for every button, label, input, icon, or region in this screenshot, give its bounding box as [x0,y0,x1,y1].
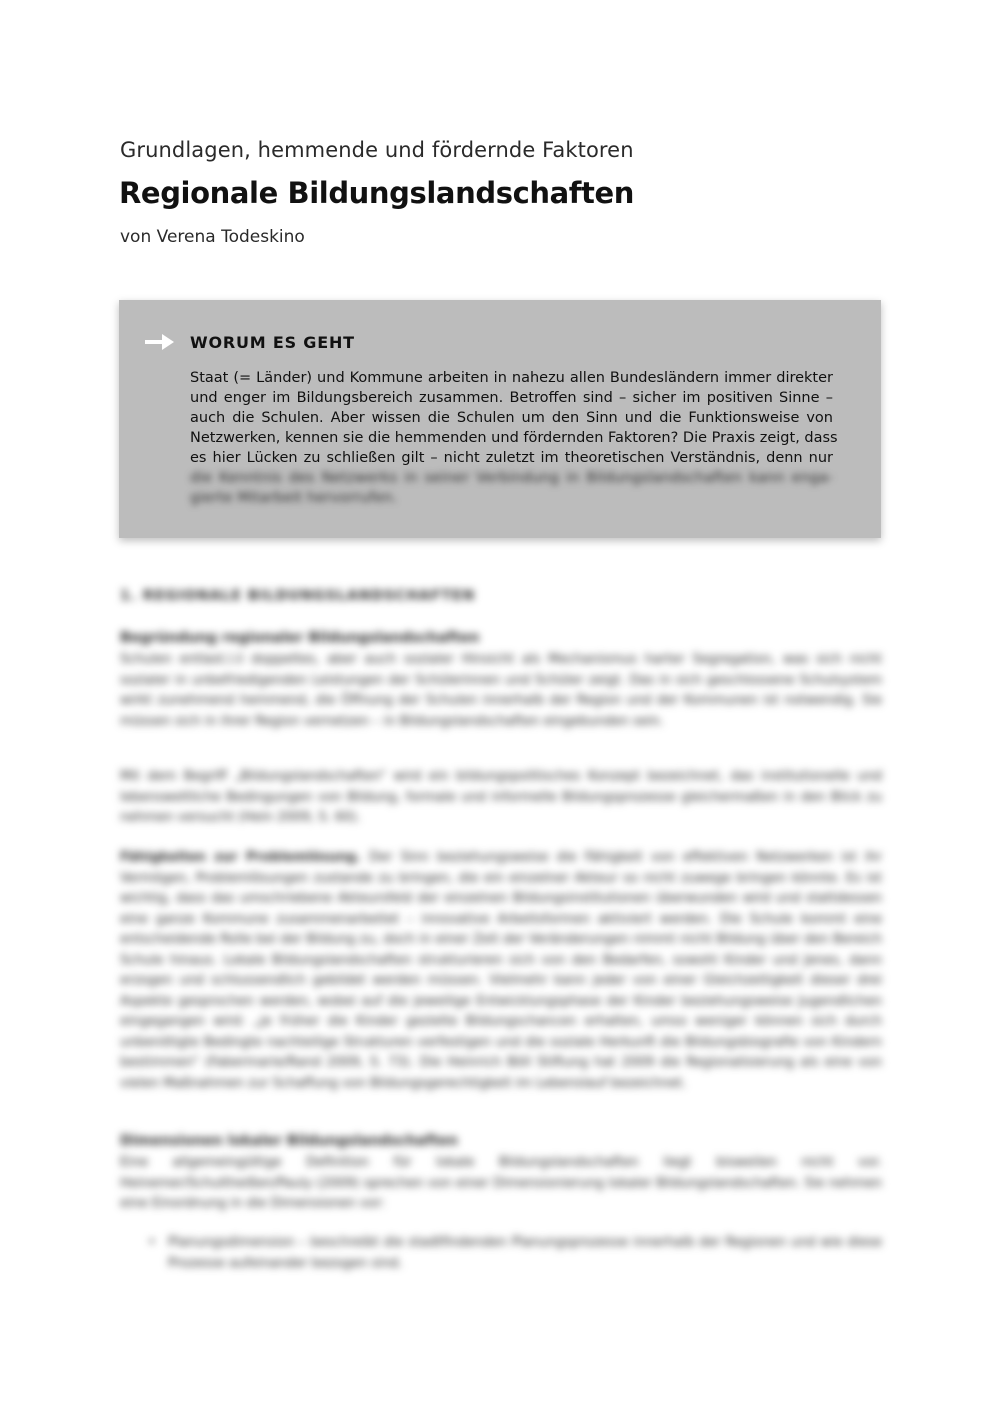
summary-line: und enger im Bildungsbereich zusammen. Betroffen sind – sicher im positiven Sinne – [190,390,833,406]
summary-heading: WORUM ES GEHT [190,333,355,352]
summary-line: Netzwerken, kennen sie die hemmenden und fördernden Faktoren? Die Praxis zeigt, dass [190,430,838,446]
summary-text [190,368,838,508]
summary-line-blurred: gierte Mitarbeit hervorrufen. [190,490,398,506]
summary-line: auch die Schulen. Aber wissen die Schulen um den Sinn und die Funktionsweise von [190,410,833,426]
bullet-list [148,1233,882,1274]
paragraph: Eine allgemeingültige Definition für lokale Bildungslandschaften liegt bisweilen nicht vor. Heinemer/Schultheißen/Pauly (2009) sprechen von einer Dimensionierung lokaler Bildungslandschaften. Sie nehmen eine Einordnung in die Dimensionen vor: [120,1155,882,1211]
arrow-right-icon [145,332,175,352]
summary-line: es hier Lücken zu schließen gilt – nicht zuletzt im theoretischen Verständnis, denn nur [190,450,833,466]
subheading-begruendung: Begründung regionaler Bildungslandschaften [120,630,480,646]
summary-line: Staat (= Länder) und Kommune arbeiten in nahezu allen Bundesländern immer direkter [190,370,833,386]
paragraph-body: Der Sinn beziehungsweise die Fähigkeit von effektiven Netzwerken ist ihr Vermögen, Problemlösungen zustande zu bringen, die ein einzelner Akteur so nicht zuwege bringen könnte. Es ist wichtig, dass das umschriebene Akteursfeld der einzelnen Bildungsinstitutionen überwunden wird und stattdessen eine ganze Kommune zusammenarbeitet – innovative Arbeitsformen aktiviert werden. Die Schule kommt eine entscheidende Rolle bei der Bildung zu, doch in einer Zeit der Veränderungen nimmt nicht Bildung über den Bereich Schule hinaus. Lokale Bildungslandschaften strukturieren sich von den Bedarfen, sowohl Kinder und Jenes, dann erzogen und schlussendlich gebildet werden müssen. Vielmehr kann jeder von einer Gleichzeitigkeit dieser drei Aspekte gesprochen werden, wobei auf die jeweilige Entwicklungsphase der Kinder beziehungsweise Jugendlichen eingegangen wird: „je früher die Kinder gezielte Bildungschancen erhalten, umso weniger können sich durch unbenötigte Bedingte nachteilige Strukturen verfestigen und die soziale Herkunft die Bildungsbiografie von Kindern bestimmen“ (Fabermarie/Rand 2009, S. 73). Die Heinrich Böll Stiftung hat 2009 die Regionalisierung als eine von vielen Maßnahmen zur Schaffung von Bildungsgerechtigkeit im Lebenslauf bezeichnet. [120,850,883,1091]
paragraph [120,848,882,1094]
paragraph: Mit dem Begriff „Bildungslandschaften“ wird ein bildungspolitisches Konzept bezeichnet, das institutionelle und lebensweltliche Bedingungen von Bildung, formale und informelle Bildungsprozesse gleichermaßen in den Blick zu nehmen versucht (Hein 2009, S. 60). [120,769,882,825]
section-heading: 1. REGIONALE BILDUNGSLANDSCHAFTEN [120,588,476,604]
article-author: von Verena Todeskino [120,227,305,247]
list-item: • Planungsdimension – beschreibt die stadtfindenden Planungsprozesse innerhalb der Regionen und wie diese Prozesse aufeinander bezogen sind. [148,1233,882,1274]
article-kicker: Grundlagen, hemmende und fördernde Faktoren [120,138,634,162]
paragraph-lead: Fähigkeiten zur Problemlösung. [120,850,361,865]
paragraph: Schulen entlast.l.ii doppeltes, aber auch sozialer Hinsicht als Mechanismus harter Segregation, was sich nicht sozialer in unbefriedigenden Leistungen der Schülerinnen und Schüler zeigt. Das in sich geschlossene Schulsystem wirkt zunehmend hemmend, die Öffnung der Schulen innerhalb der Region und der Kommunen ist notwendig. Sie müssen sich in ihrer Region vernetzen – in Bildungslandschaften eingebunden sein. [120,652,882,729]
article-title: Regionale Bildungslandschaften [119,176,634,210]
subheading-dimensionen: Dimensionen lokaler Bildungslandschaften [120,1133,458,1149]
summary-line-blurred: die Kenntnis des Netzwerks in seiner Verbindung in Bildungslandschaften kann enga- [190,470,833,486]
